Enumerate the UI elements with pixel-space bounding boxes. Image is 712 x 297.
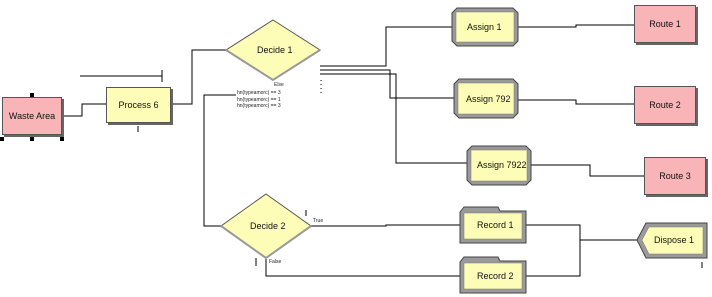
- selection-handle[interactable]: [0, 137, 4, 141]
- selection-handle[interactable]: [30, 137, 34, 141]
- connector-waste-to-process[interactable]: [64, 104, 106, 116]
- route-1-module[interactable]: [634, 5, 696, 43]
- connector-assign7922-to-route3[interactable]: [531, 165, 644, 176]
- connector-assign1-to-route1[interactable]: [518, 25, 634, 27]
- decide2-false-label: False: [269, 259, 282, 265]
- decide1-condition: hn(typeamorc) == 3: [237, 103, 281, 109]
- connector-decide1-else-to-decide2[interactable]: [204, 95, 236, 226]
- decide1-condition: hn(typeamorc) == 3: [237, 90, 281, 96]
- connector-assign792-to-route2[interactable]: [518, 100, 634, 104]
- connector-decide1-to-assign1[interactable]: [320, 27, 452, 66]
- waste-area-label: Waste Area: [8, 111, 56, 121]
- connector-decide2-false-to-record2[interactable]: [266, 258, 460, 276]
- dispose-label: Dispose 1: [654, 235, 695, 245]
- decide1-condition: hn(typeamorc) == 1: [237, 97, 281, 103]
- process-6-module[interactable]: [106, 87, 171, 123]
- connector-process-to-decide1[interactable]: [171, 50, 228, 104]
- record1-label: Record 1: [477, 220, 514, 230]
- assign1-label: Assign 1: [467, 22, 502, 32]
- assign7922-label: Assign 7922: [477, 160, 527, 170]
- selection-handle[interactable]: [30, 93, 34, 97]
- waste-area-module[interactable]: [2, 97, 62, 135]
- decide2-true-label: True: [313, 218, 324, 224]
- decide1-else-label: Else: [274, 82, 284, 88]
- connector-record1-to-dispose[interactable]: [526, 225, 637, 240]
- route-1-label: Route 1: [649, 19, 681, 29]
- route-2-label: Route 2: [649, 100, 681, 110]
- record2-label: Record 2: [477, 271, 514, 281]
- route-3-label: Route 3: [659, 171, 691, 181]
- decide2-label: Decide 2: [250, 221, 286, 231]
- assign792-label: Assign 792: [466, 94, 511, 104]
- connector-decide2-true-to-record1[interactable]: [311, 225, 460, 226]
- connector-record2-to-dispose[interactable]: [526, 240, 580, 276]
- connector-decide1-to-assign7922[interactable]: [320, 74, 467, 163]
- selection-handle[interactable]: [60, 137, 64, 141]
- route-2-module[interactable]: [634, 86, 696, 124]
- process-6-label: Process 6: [118, 100, 159, 110]
- route-3-module[interactable]: [644, 157, 706, 195]
- decide1-label: Decide 1: [257, 45, 293, 55]
